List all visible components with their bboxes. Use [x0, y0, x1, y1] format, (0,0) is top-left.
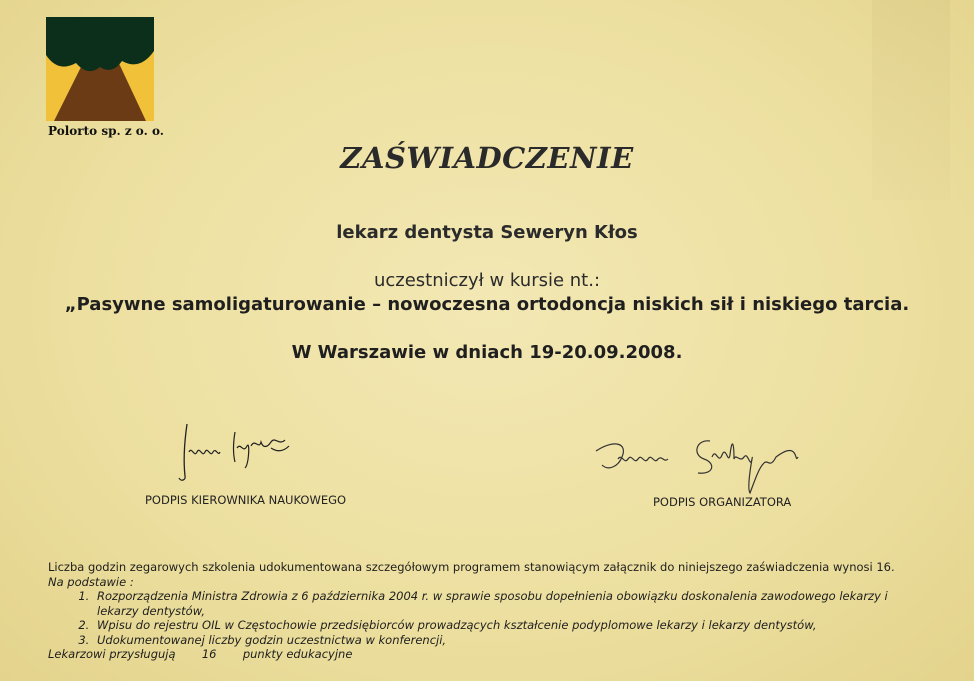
course-dates: W Warszawie w dniach 19-20.09.2008.: [291, 342, 683, 363]
participation-text: uczestniczył w kursie nt.:: [373, 270, 601, 291]
education-points-line: [48, 647, 928, 662]
scientific-director-signature-label: PODPIS KIEROWNIKA NAUKOWEGO: [145, 493, 347, 507]
organizer-signature-label: PODPIS ORGANIZATORA: [653, 495, 792, 509]
points-prefix: Lekarzowi przysługują: [48, 647, 176, 661]
recipient-name: lekarz dentysta Seweryn Kłos: [336, 222, 638, 243]
course-title: „Pasywne samoligaturowanie – nowoczesna ortodoncja niskich sił i niskiego tarcia.: [64, 294, 910, 315]
list-item: 1. Rozporządzenia Ministra Zdrowia z 6 października 2004 r. w sprawie sposobu dopełnienia obowiązku doskonalenia zawodowego lekarzy i lekarzy dentystów,: [93, 589, 928, 618]
list-item: 2. Wpisu do rejestru OIL w Częstochowie przedsiębiorców prowadzących kształcenie podyplomowe lekarzy i lekarzy dentystów,: [93, 618, 928, 633]
certificate-notes: [48, 560, 928, 662]
training-hours-text: Liczba godzin zegarowych szkolenia udokumentowana szczegółowym programem stanowiącym załącznik do niniejszego zaświadczenia wynosi 16.: [48, 560, 895, 574]
scientific-director-signature: [175, 418, 300, 484]
tree-logo-icon: [46, 17, 154, 121]
legal-basis-label: Na podstawie :: [48, 574, 134, 589]
organizer-signature: [588, 435, 803, 495]
points-value: 16: [201, 647, 217, 661]
company-name: Polorto sp. z o. o.: [48, 124, 164, 138]
legal-basis-list: [48, 589, 928, 647]
document-title: ZAŚWIADCZENIE: [340, 141, 634, 175]
points-suffix: punkty edukacyjne: [242, 647, 353, 661]
list-item: 3. Udokumentowanej liczby godzin uczestnictwa w konferencji,: [93, 633, 928, 648]
